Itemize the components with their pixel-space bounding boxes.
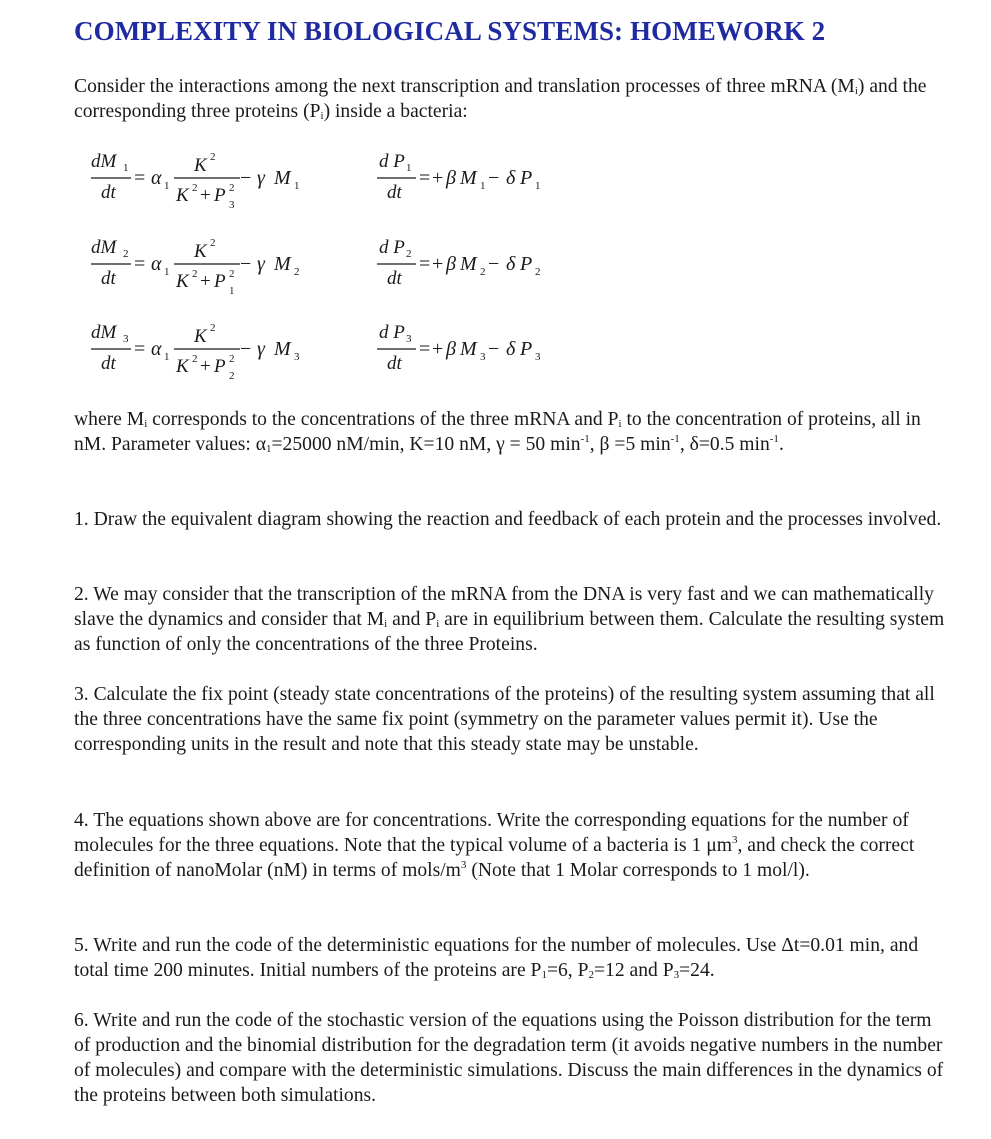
parameters-paragraph <box>74 407 948 457</box>
protein-derivative-numerator: d P <box>379 237 405 258</box>
question-text: and P <box>387 609 437 630</box>
question-text: =24. <box>679 960 715 981</box>
delta-symbol: δ <box>506 338 516 360</box>
mrna-derivative-numerator: dM <box>91 151 117 172</box>
equals-sign: = <box>134 338 146 360</box>
hill-denominator-k: K <box>176 185 189 206</box>
subscript: 2 <box>535 266 541 278</box>
plus-sign: + <box>200 356 211 377</box>
minus-sign: − <box>488 167 500 189</box>
superscript: 2 <box>229 353 235 365</box>
hill-denominator-k: K <box>176 271 189 292</box>
subscript: 3 <box>229 199 235 211</box>
subscript: 2 <box>480 266 486 278</box>
plus-sign: + <box>432 253 444 275</box>
superscript: 2 <box>192 353 198 365</box>
subscript: i <box>320 110 324 122</box>
gamma-symbol: γ <box>257 167 265 189</box>
protein-symbol: P <box>520 167 533 189</box>
subscript: 2 <box>406 248 412 260</box>
protein-symbol: P <box>520 338 533 360</box>
subscript: 2 <box>588 969 594 981</box>
question-text: , and check the correct definition of nanoMolar (nM) in terms of mols/m <box>74 835 915 881</box>
subscript: 1 <box>294 180 300 192</box>
param-text: , β =5 min <box>589 434 671 455</box>
subscript: i <box>618 418 622 430</box>
mrna-symbol: M <box>274 167 291 189</box>
question-text: =12 and P <box>593 960 674 981</box>
subscript: 1 <box>541 969 547 981</box>
subscript: 3 <box>294 351 300 363</box>
question-text: (Note that 1 Molar corresponds to 1 mol/l). <box>466 860 810 881</box>
superscript: 2 <box>192 268 198 280</box>
superscript: 2 <box>210 151 216 163</box>
equals-sign: = <box>419 338 431 360</box>
page-title: COMPLEXITY IN BIOLOGICAL SYSTEMS: HOMEWORK 2 <box>74 16 826 46</box>
minus-sign: − <box>240 338 252 360</box>
beta-symbol: β <box>446 253 456 275</box>
superscript: 2 <box>192 182 198 194</box>
subscript: 1 <box>480 180 486 192</box>
superscript: 2 <box>210 322 216 334</box>
question-1: 1. Draw the equivalent diagram showing the reaction and feedback of each protein and the processes involved. <box>74 509 942 530</box>
superscript: -1 <box>580 433 590 445</box>
beta-symbol: β <box>446 167 456 189</box>
derivative-denominator: dt <box>101 353 116 374</box>
subscript: 1 <box>164 180 170 192</box>
minus-sign: − <box>240 167 252 189</box>
subscript: 2 <box>123 248 129 260</box>
mrna-symbol: M <box>460 253 477 275</box>
subscript: 3 <box>480 351 486 363</box>
hill-numerator: K <box>194 241 207 262</box>
hill-denominator-k: K <box>176 356 189 377</box>
plus-sign: + <box>432 338 444 360</box>
gamma-symbol: γ <box>257 253 265 275</box>
superscript: 3 <box>460 859 467 871</box>
superscript: 2 <box>229 268 235 280</box>
delta-symbol: δ <box>506 167 516 189</box>
gamma-symbol: γ <box>257 338 265 360</box>
equals-sign: = <box>419 167 431 189</box>
subscript: 2 <box>229 370 235 382</box>
minus-sign: − <box>488 253 500 275</box>
param-text: to the concentration of proteins, all in nM. Parameter values: α <box>74 409 921 455</box>
mrna-symbol: M <box>460 167 477 189</box>
hill-numerator: K <box>194 155 207 176</box>
mrna-derivative-numerator: dM <box>91 322 117 343</box>
superscript: 2 <box>229 182 235 194</box>
subscript: 3 <box>406 333 412 345</box>
mrna-derivative-numerator: dM <box>91 237 117 258</box>
subscript: i <box>436 618 440 630</box>
repressor-protein: P <box>214 185 226 206</box>
derivative-denominator: dt <box>387 182 402 203</box>
question-2 <box>74 582 948 657</box>
plus-sign: + <box>432 167 444 189</box>
subscript: 1 <box>164 266 170 278</box>
minus-sign: − <box>488 338 500 360</box>
question-6: 6. Write and run the code of the stochastic version of the equations using the Poisson distribution for the term of production and the binomial distribution for the degradation term (it avoids negative numbers in the number of molecules) and compare with the deterministic simulations. Discuss the main differences in the dynamics of the proteins between both simulations. <box>74 1010 944 1106</box>
protein-symbol: P <box>520 253 533 275</box>
superscript: 3 <box>731 834 738 846</box>
subscript: i <box>144 418 148 430</box>
subscript: i <box>384 618 388 630</box>
subscript: 1 <box>123 162 129 174</box>
subscript: 1 <box>535 180 541 192</box>
param-text: . <box>778 434 784 455</box>
mrna-symbol: M <box>460 338 477 360</box>
minus-sign: − <box>240 253 252 275</box>
alpha-symbol: α <box>151 167 162 189</box>
superscript: 2 <box>210 237 216 249</box>
equation-block <box>0 0 991 400</box>
param-text: corresponds to the concentrations of the three mRNA and P <box>147 409 619 430</box>
subscript: 3 <box>123 333 129 345</box>
intro-text: Consider the interactions among the next transcription and translation processes of three mRNA (M <box>74 76 855 97</box>
question-text: =6, P <box>546 960 589 981</box>
derivative-denominator: dt <box>387 353 402 374</box>
question-text: 4. The equations shown above are for concentrations. Write the corresponding equations for the number of molecules for the three equations. Note that the typical volume of a bacteria is 1 μm <box>74 810 909 856</box>
subscript: 1 <box>266 443 272 455</box>
equals-sign: = <box>134 167 146 189</box>
repressor-protein: P <box>214 356 226 377</box>
question-4 <box>74 808 948 883</box>
superscript: -1 <box>670 433 680 445</box>
intro-text: ) and the corresponding three proteins (P <box>74 76 927 122</box>
plus-sign: + <box>200 271 211 292</box>
param-text: where M <box>74 409 145 430</box>
subscript: 2 <box>294 266 300 278</box>
subscript: 1 <box>229 285 235 297</box>
question-3: 3. Calculate the fix point (steady state concentrations of the proteins) of the resulting system assuming that all the three concentrations have the same fix point (symmetry on the parameter values permit it). Use the corresponding units in the result and note that this steady state may be unstable. <box>74 684 935 755</box>
subscript: i <box>854 85 858 97</box>
derivative-denominator: dt <box>387 268 402 289</box>
alpha-symbol: α <box>151 253 162 275</box>
delta-symbol: δ <box>506 253 516 275</box>
alpha-symbol: α <box>151 338 162 360</box>
param-text: =25000 nM/min, K=10 nM, γ = 50 min <box>271 434 581 455</box>
repressor-protein: P <box>214 271 226 292</box>
equals-sign: = <box>134 253 146 275</box>
protein-derivative-numerator: d P <box>379 151 405 172</box>
protein-derivative-numerator: d P <box>379 322 405 343</box>
subscript: 1 <box>164 351 170 363</box>
derivative-denominator: dt <box>101 182 116 203</box>
question-text: 2. We may consider that the transcription of the mRNA from the DNA is very fast and we can mathematically slave the dynamics and consider that M <box>74 584 934 630</box>
mrna-symbol: M <box>274 253 291 275</box>
subscript: 1 <box>406 162 412 174</box>
subscript: 3 <box>535 351 541 363</box>
intro-text: ) inside a bacteria: <box>323 101 468 122</box>
question-text: 5. Write and run the code of the deterministic equations for the number of molecules. Use Δt=0.01 min, and total time 200 minutes. Initial numbers of the proteins are P <box>74 935 919 981</box>
equals-sign: = <box>419 253 431 275</box>
question-text: are in equilibrium between them. Calculate the resulting system as function of only the concentrations of the three Proteins. <box>74 609 945 655</box>
subscript: 3 <box>673 969 680 981</box>
beta-symbol: β <box>446 338 456 360</box>
mrna-symbol: M <box>274 338 291 360</box>
plus-sign: + <box>200 185 211 206</box>
question-5 <box>74 933 948 983</box>
superscript: -1 <box>769 433 779 445</box>
derivative-denominator: dt <box>101 268 116 289</box>
param-text: , δ=0.5 min <box>679 434 770 455</box>
hill-numerator: K <box>194 326 207 347</box>
